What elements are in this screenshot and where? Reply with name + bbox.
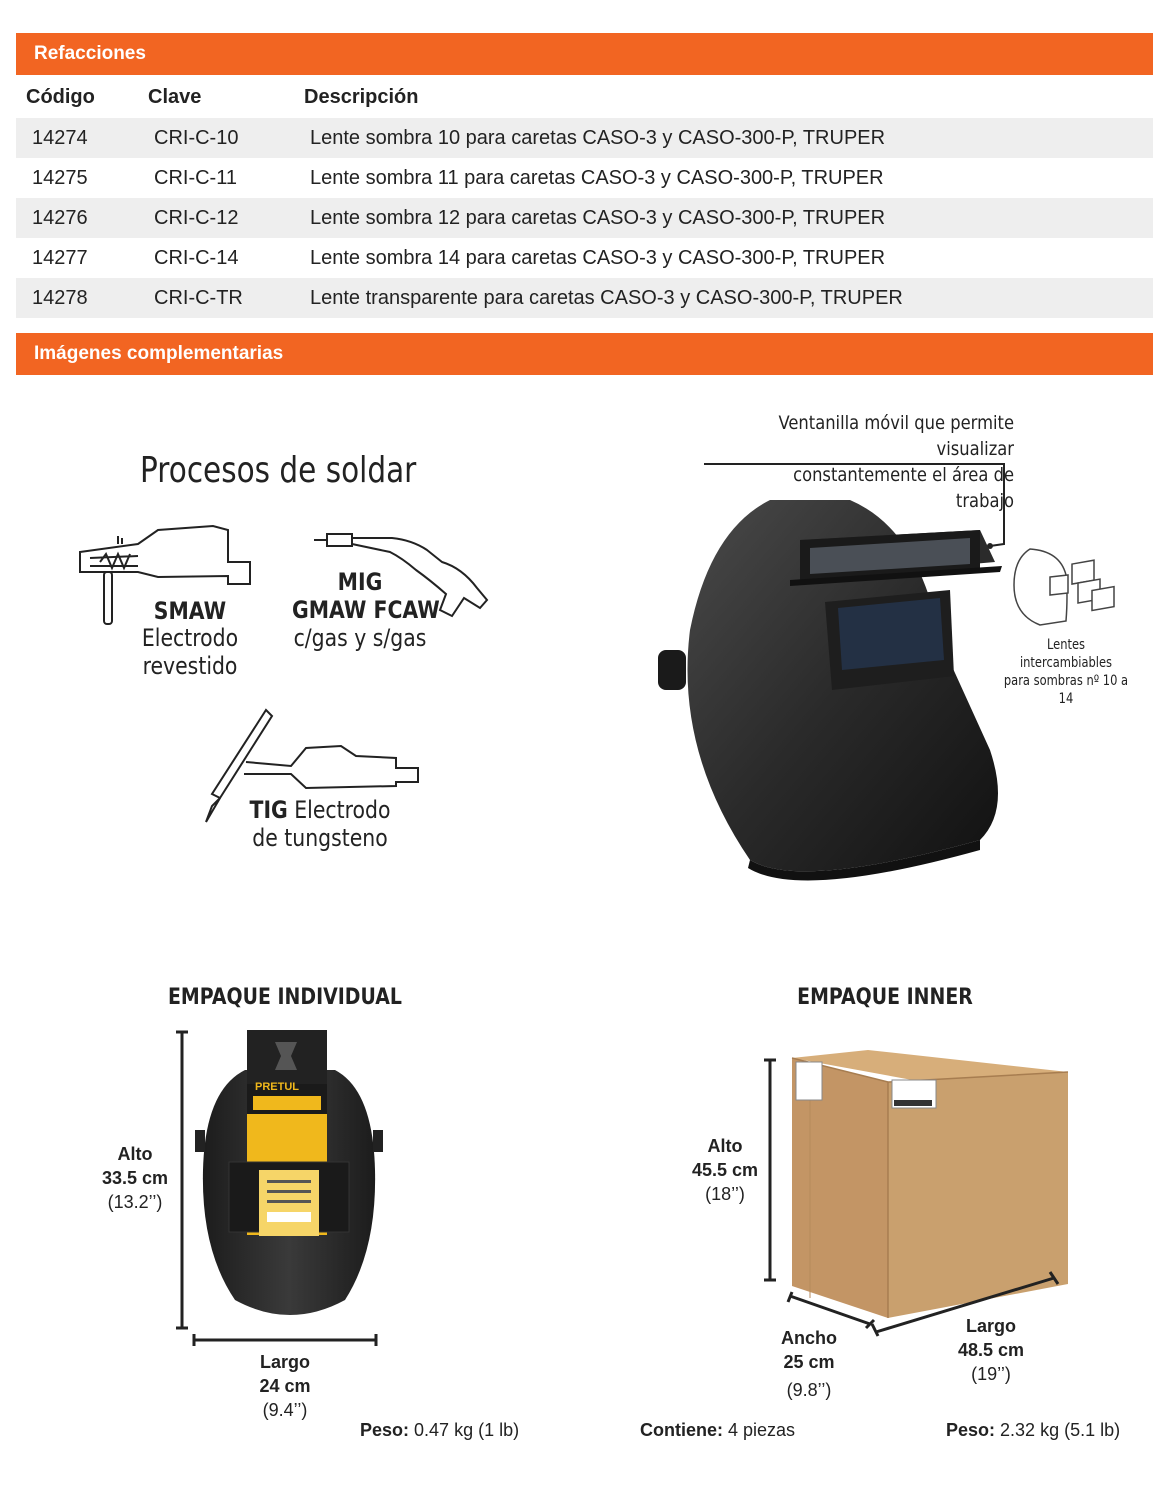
cell-descripcion: Lente sombra 12 para caretas CASO-3 y CASO-300-P, TRUPER — [310, 207, 886, 229]
inner-contiene-value: 4 piezas — [723, 1420, 796, 1440]
tig-label — [230, 796, 410, 852]
col-clave: Clave — [148, 86, 202, 108]
ind-largo-in: (9.4’’) — [262, 1400, 308, 1420]
inner-ancho-in: (9.8’’) — [786, 1380, 832, 1400]
tig-line1 — [244, 796, 397, 824]
procesos-title: Procesos de soldar — [140, 450, 417, 491]
inner-contiene-label: Contiene: — [640, 1420, 723, 1440]
cell-descripcion: Lente transparente para caretas CASO-3 y CASO-300-P, TRUPER — [310, 287, 903, 309]
inner-contiene — [640, 1418, 820, 1442]
tig-line2: de tungsteno — [252, 824, 388, 852]
inner-peso — [946, 1418, 1146, 1442]
imagenes-header — [16, 333, 1153, 375]
mig-line1: MIG — [337, 568, 383, 596]
lens-line1: Lentes intercambiables — [1019, 637, 1113, 671]
individual-peso — [360, 1418, 540, 1442]
cell-codigo: 14274 — [32, 127, 88, 149]
ind-largo-label: Largo — [259, 1352, 310, 1372]
smaw-line1: Electrodo — [141, 624, 239, 652]
callout-line1: Ventanilla móvil que permite visualizar — [778, 412, 1014, 460]
inner-alto-in: (18’’) — [705, 1184, 745, 1204]
mig-label — [280, 568, 440, 652]
tig-code: TIG — [249, 796, 288, 824]
inner-peso-label: Peso: — [946, 1420, 996, 1440]
lenses-caption — [1000, 636, 1131, 708]
cell-clave: CRI-C-12 — [154, 207, 239, 229]
ind-largo-value: 24 cm — [259, 1376, 311, 1396]
cell-clave: CRI-C-14 — [154, 247, 239, 269]
inner-alto-value: 45.5 cm — [691, 1160, 759, 1180]
inner-ancho-value: 25 cm — [783, 1352, 835, 1372]
empaque-individual-title: EMPAQUE INDIVIDUAL — [168, 985, 402, 1010]
cell-codigo: 14276 — [32, 207, 88, 229]
cell-codigo: 14275 — [32, 167, 88, 189]
table-header — [16, 76, 1153, 118]
inner-alto-label: Alto — [707, 1136, 743, 1156]
smaw-line2: revestido — [142, 652, 238, 680]
inner-largo — [946, 1314, 1036, 1386]
ind-alto-value: 33.5 cm — [101, 1168, 169, 1188]
ind-alto-label: Alto — [117, 1144, 153, 1164]
inner-ancho — [764, 1326, 854, 1402]
individual-largo — [240, 1350, 330, 1422]
ind-peso-value: 0.47 kg (1 lb) — [409, 1420, 520, 1440]
empaque-inner-title: EMPAQUE INNER — [797, 985, 973, 1010]
imagenes-title: Imágenes complementarias — [34, 343, 284, 364]
cell-clave: CRI-C-11 — [154, 167, 237, 189]
cell-descripcion: Lente sombra 11 para caretas CASO-3 y CASO-300-P, TRUPER — [310, 167, 884, 189]
inner-depth-dimension — [786, 1290, 876, 1330]
tig-line1-text: Electrodo — [287, 796, 391, 824]
interchangeable-lenses-icon — [1010, 545, 1120, 630]
callout-line2: constantemente el área de trabajo — [793, 464, 1014, 512]
inner-alto — [680, 1134, 770, 1206]
col-codigo: Código — [26, 86, 95, 108]
cell-codigo: 14277 — [32, 247, 88, 269]
cell-clave: CRI-C-TR — [154, 287, 243, 309]
refacciones-header — [16, 33, 1153, 75]
lens-line2: para sombras nº 10 a 14 — [1003, 673, 1129, 707]
pretul-logo: PRETUL — [255, 1081, 299, 1093]
refacciones-title: Refacciones — [34, 43, 146, 64]
inner-peso-value: 2.32 kg (5.1 lb) — [995, 1420, 1121, 1440]
table-row — [16, 238, 1153, 278]
ind-alto-in: (13.2’’) — [107, 1192, 163, 1212]
cell-descripcion: Lente sombra 14 para caretas CASO-3 y CASO-300-P, TRUPER — [310, 247, 886, 269]
cell-descripcion: Lente sombra 10 para caretas CASO-3 y CASO-300-P, TRUPER — [310, 127, 886, 149]
mig-line2: GMAW FCAW — [292, 596, 440, 624]
individual-width-dimension — [190, 1332, 380, 1348]
individual-alto — [90, 1142, 180, 1214]
packaged-helmet-image — [195, 1030, 385, 1330]
table-row — [16, 158, 1153, 198]
inner-largo-label: Largo — [965, 1316, 1016, 1336]
smaw-code: SMAW — [153, 597, 227, 625]
table-row — [16, 118, 1153, 158]
cell-codigo: 14278 — [32, 287, 88, 309]
col-descripcion: Descripción — [304, 86, 419, 108]
table-row — [16, 198, 1153, 238]
cell-clave: CRI-C-10 — [154, 127, 239, 149]
inner-largo-value: 48.5 cm — [957, 1340, 1025, 1360]
inner-largo-in: (19’’) — [971, 1364, 1011, 1384]
welding-helmet-image — [650, 490, 1010, 890]
smaw-label — [120, 598, 260, 680]
table-row — [16, 278, 1153, 318]
ind-peso-label: Peso: — [360, 1420, 410, 1440]
inner-ancho-label: Ancho — [781, 1328, 837, 1348]
mig-line3: c/gas y s/gas — [293, 624, 427, 652]
